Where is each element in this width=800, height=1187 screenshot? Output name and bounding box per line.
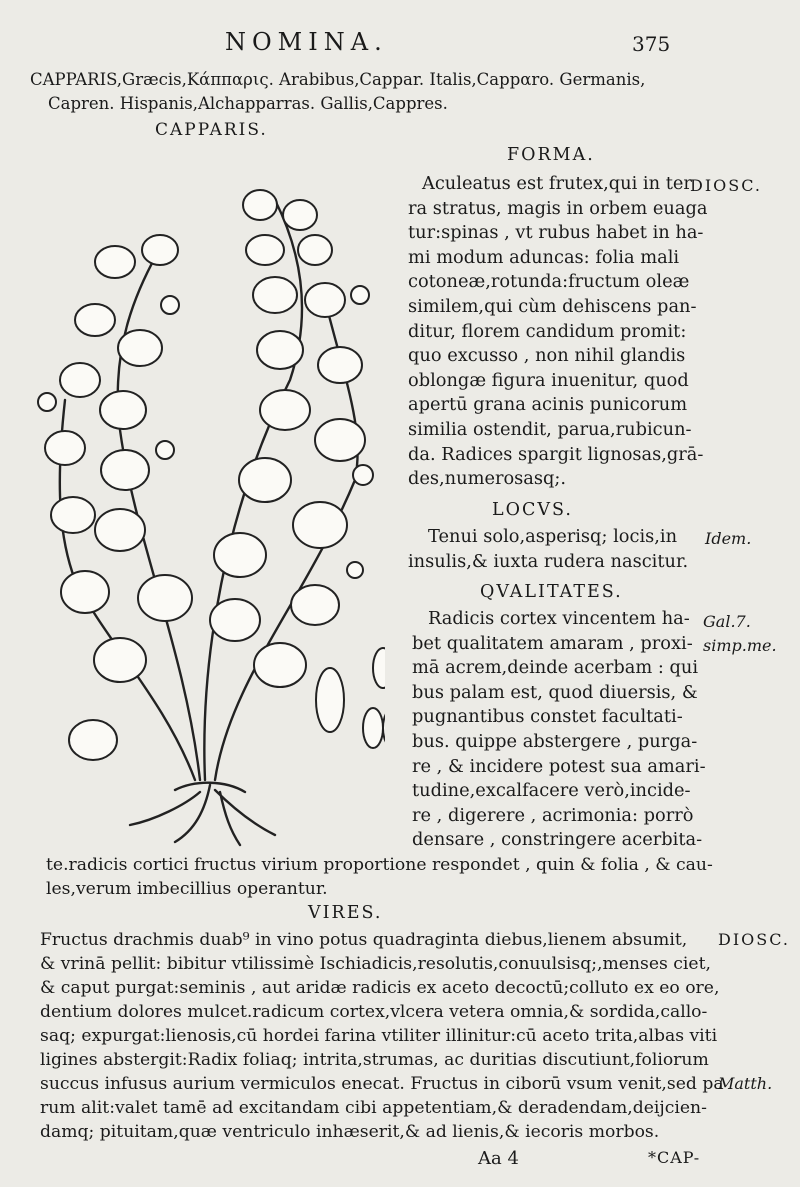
text-line: apertū grana acinis punicorum [408,394,688,416]
text-line: bus palam est, quod diuersis, & [412,681,698,703]
text-line: ra stratus, magis in orbem euaga [408,197,708,219]
names-line-2: Capren. Hispanis,Alchapparras. Gallis,Cappres. [48,94,448,113]
text-line: succus infusus aurium vermiculos enecat. Fructus in ciborū vsum venit,sed pa [40,1074,724,1094]
section-heading-vires: VIRES. [308,903,383,923]
text-line: insulis,& iuxta rudera nascitur. [408,550,689,572]
qualitates-text [412,607,706,853]
text-line: Fructus drachmis duab⁹ in vino potus quadraginta diebus,lienem absumit, [40,930,688,950]
continuation-text [46,853,713,901]
text-line: densare , constringere acerbita- [412,829,703,851]
forma-text [408,172,707,492]
text-line: mi modum aduncas: folia mali [408,246,680,268]
text-line: bet qualitatem amaram , proxi- [412,632,693,654]
catchword: *CAP- [648,1148,701,1167]
text-line: Tenui solo,asperisq; locis,in [428,526,678,547]
text-line: bus. quippe abstergere , purga- [412,730,698,752]
side-note-diosc: DIOSC. [690,176,762,195]
text-line: ditur, florem candidum promit: [408,320,687,342]
plant-title: CAPPARIS. [155,120,268,140]
running-title: NOMINA. [225,28,388,56]
text-line: ligines abstergit:Radix foliaq; intrita,strumas, ac duritias discutiunt,foliorum [40,1050,709,1070]
vires-text [40,928,724,1144]
text-line: te.radicis cortici fructus virium proportione respondet , quin & folia , & cau- [46,855,713,875]
text-line: dentium dolores mulcet.radicum cortex,vlcera vetera omnia,& sordida,callo- [40,1002,708,1022]
text-line: re , & incidere potest sua amari- [412,755,706,777]
text-line: similem,qui cùm dehiscens pan- [408,295,697,317]
section-heading-locus: LOCVS. [492,500,573,520]
names-line-1: CAPPARIS,Græcis,Κάππαρις. Arabibus,Cappar. Italis,Cappαro. Germanis, [30,70,646,89]
side-note-idem: Idem. [705,529,752,548]
text-line: quo excusso , non nihil glandis [408,345,686,367]
text-line: da. Radices spargit lignosas,grā- [408,443,704,465]
text-line: les,verum imbecillius operantur. [46,879,328,899]
side-note-matth: Matth. [718,1074,773,1093]
text-line: damq; pituitam,quæ ventriculo inhæserit,& ad lienis,& iecoris morbos. [40,1122,660,1142]
text-line: re , digerere , acrimonia: porrò [412,804,694,826]
text-line: cotoneæ,rotunda:fructum oleæ [408,271,690,293]
text-line: similia ostendit, parua,rubicun- [408,418,692,440]
text-line: tur:spinas , vt rubus habet in ha- [408,222,704,244]
text-line: Aculeatus est frutex,qui in ter [422,173,692,194]
locus-text [408,525,688,574]
signature-mark: Aa 4 [478,1148,519,1169]
text-line: & caput purgat:seminis , aut aridæ radicis ex aceto decoctū;colluto ex eo ore, [40,978,720,998]
side-note-gal: Gal.7. [703,612,751,631]
text-line: pugnantibus constet facultati- [412,706,683,728]
text-line: saq; expurgat:lienosis,cū hordei farina vtiliter illinitur:cū aceto trita,albas viti [40,1026,718,1046]
section-heading-forma: FORMA. [507,145,595,165]
text-line: des,numerosasq;. [408,468,567,490]
text-line: mā acrem,deinde acerbam : qui [412,657,699,679]
text-line: & vrinā pellit: bibitur vtilissimè Ischiadicis,resolutis,conuulsisq;,menses ciet, [40,954,711,974]
side-note-simp: simp.me. [703,636,777,655]
text-line: oblongæ figura inuenitur, quod [408,369,689,391]
text-line: rum alit:valet tamē ad excitandam cibi appetentiam,& deradendam,deijcien- [40,1098,707,1118]
text-line: Radicis cortex vincentem ha- [428,608,690,629]
capparis-woodcut-illustration [25,180,385,850]
section-heading-qualitates: QVALITATES. [480,582,623,602]
page-number: 375 [632,32,671,56]
text-line: tudine,excalfacere verò,incide- [412,780,691,802]
side-note-diosc-2: DIOSC. [718,930,790,949]
